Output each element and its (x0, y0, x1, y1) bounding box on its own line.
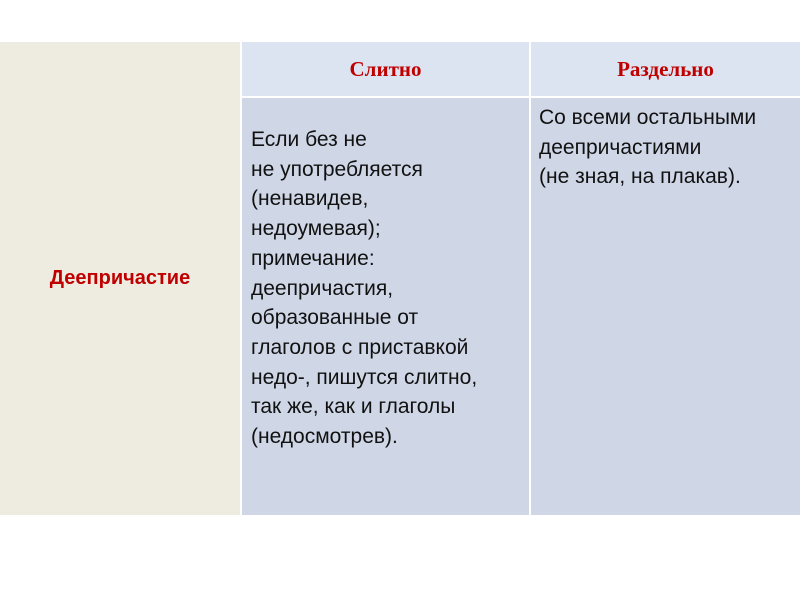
row-header-cell (0, 42, 242, 517)
razdelno-rule-text: Со всеми остальными деепричастиями (не зная, на плакав). (539, 106, 757, 189)
spelling-table (0, 42, 800, 517)
column-header-slitno (242, 42, 531, 98)
column-header-razdelno (531, 42, 800, 98)
row-label: Деепричастие (49, 267, 191, 289)
slitno-rule-text: Если без не не употребляется (ненавидев, недоумевая); примечание: деепричастия, образованные от глаголов с приставкой недо-, пишутся слитно, так же, как и глаголы (недосмотрев). (251, 128, 478, 449)
cell-razdelno (531, 98, 800, 517)
column-label-razdelno: Раздельно (617, 56, 714, 81)
cell-slitno (242, 98, 531, 517)
column-label-slitno: Слитно (349, 56, 422, 81)
